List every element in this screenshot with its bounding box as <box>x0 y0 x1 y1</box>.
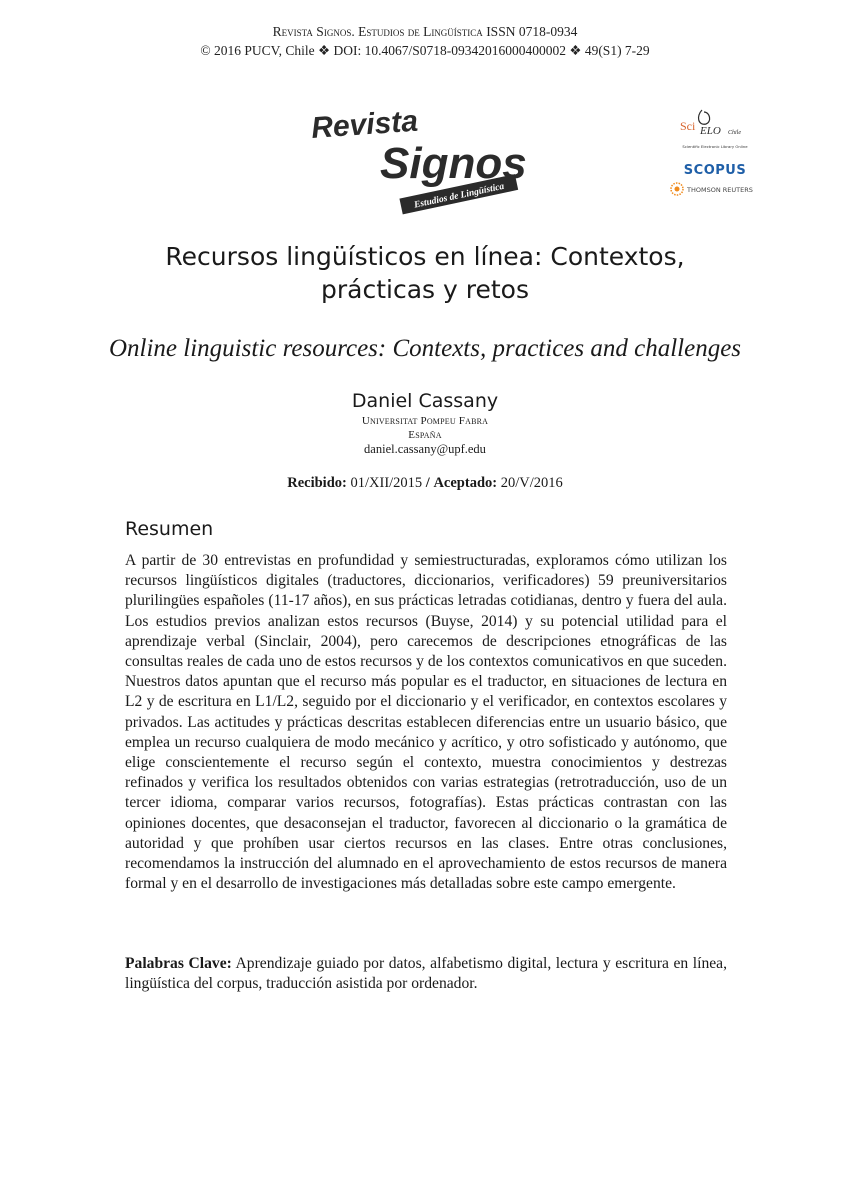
scielo-country: Chile <box>728 130 741 136</box>
scielo-text: Sci <box>680 119 696 133</box>
article-title <box>100 240 750 306</box>
received-label: Recibido: <box>287 475 347 491</box>
running-header-line2 <box>0 41 850 60</box>
affiliation-country: España <box>408 429 442 441</box>
received-date: 01/XII/2015 <box>350 475 423 491</box>
submission-dates <box>0 474 850 492</box>
author-affiliation <box>0 414 850 442</box>
doi: DOI: 10.4067/S0718-09342016000400002 <box>333 43 566 58</box>
separator-icon: ❖ <box>569 43 582 58</box>
journal-logo-icon <box>300 100 540 215</box>
scielo-swirl-icon <box>699 110 710 124</box>
logo-ribbon-text: Estudios de Lingüística <box>413 181 506 211</box>
author-email: daniel.cassany@upf.edu <box>364 442 486 456</box>
thomson-reuters-logo <box>671 183 753 195</box>
article-title-line1: Recursos lingüísticos en línea: Contextos, <box>165 242 685 271</box>
scielo-suffix: ELO <box>700 125 721 137</box>
accepted-label: Aceptado: <box>433 475 498 491</box>
thomson-reuters-text: THOMSON REUTERS <box>687 186 753 194</box>
article-title-english: Online linguistic resources: Contexts, practices and challenges <box>108 335 742 362</box>
accepted-date: 20/V/2016 <box>500 475 563 491</box>
keywords-label: Palabras Clave: <box>125 955 232 972</box>
logo-word-revista: Revista <box>310 104 419 145</box>
logo-word-signos: Signos <box>380 139 527 188</box>
running-header-line1 <box>0 22 850 41</box>
running-header <box>0 22 850 60</box>
author-name: Daniel Cassany <box>351 390 499 412</box>
keywords-text: Aprendizaje guiado por datos, alfabetismo digital, lectura y escritura en línea, lingüística del corpus, traducción asistida por ordenador. <box>125 955 727 993</box>
scielo-logo <box>680 110 748 149</box>
journal-logo <box>300 100 540 215</box>
issn: ISSN 0718-0934 <box>486 24 578 39</box>
scopus-logo: SCOPUS <box>683 163 747 178</box>
date-separator: / <box>425 475 430 491</box>
copyright: © 2016 PUCV, Chile <box>200 43 315 58</box>
keywords <box>125 954 727 994</box>
volume-pages: 49(S1) 7-29 <box>584 43 650 58</box>
affiliation-institution: Universitat Pompeu Fabra <box>361 415 489 427</box>
abstract-text: A partir de 30 entrevistas en profundidad y semiestructuradas, exploramos cómo utilizan los recursos lingüísticos digitales (traductores, diccionarios, verificadores) 59 preuniversitarios plurilingües españoles (11-17 años), en sus prácticas letradas cotidianas, dentro y fuera del aula. Los estudios previos analizan estos recursos (Buyse, 2014) y su potencial utilidad para el aprendizaje verbal (Sinclair, 2004), pero carecemos de descripciones etnográficas de las consultas reales de cada uno de estos recursos y de los contextos comunicativos en que suceden. Nuestros datos apuntan que el recurso más popular es el traductor, en situaciones de lectura en L2 y de escritura en L1/L2, seguido por el diccionario y el verificador, en contextos escolares y privados. Las actitudes y prácticas descritas establecen diferencias entre un usuario básico, que emplea un recurso cualquiera de modo mecánico y acrítico, y otro sofisticado y autónomo, que elige conscientemente el recurso según el contexto, muestra conocimientos y destrezas refinados y verifica los resultados obtenidos con varias estrategias (retrotraducción, uso de un tercer idioma, comparar varios recursos, fotografías). Estas prácticas contrastan con las opiniones docentes, que desaconsejan el traductor, favorecen al diccionario o la gramática de autoridad y que prohíben usar ciertos recursos en las clases. Entre otras conclusiones, recomendamos la instrucción del alumnado en el aprovechamiento de estos recursos de manera formal y en el desarrollo de investigaciones más detalladas sobre este campo emergente. <box>125 552 727 893</box>
abstract-heading: Resumen <box>125 518 214 540</box>
scielo-caption: Scientific Electronic Library Online <box>682 144 748 149</box>
index-logos <box>660 104 770 204</box>
separator-icon: ❖ <box>317 43 331 58</box>
article-title-line2: prácticas y retos <box>321 275 529 304</box>
journal-name: Revista Signos. Estudios de Lingüística <box>272 24 483 39</box>
